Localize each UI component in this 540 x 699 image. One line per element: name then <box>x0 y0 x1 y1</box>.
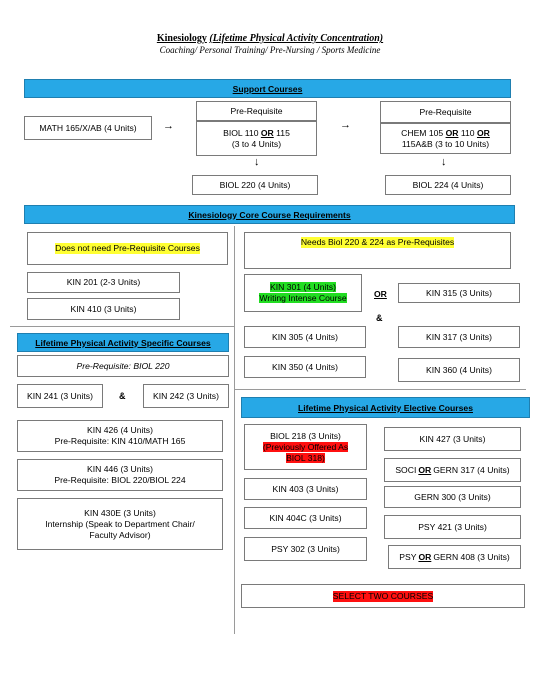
specific-courses-heading: Lifetime Physical Activity Specific Courses <box>17 333 229 352</box>
title-main: Kinesiology <box>156 33 207 44</box>
arrow-right-icon: → <box>163 120 174 132</box>
psy-421-box: PSY 421 (3 Units) <box>384 515 521 539</box>
gern-300-box: GERN 300 (3 Units) <box>384 486 521 508</box>
biol-220-box: BIOL 220 (4 Units) <box>192 175 318 195</box>
needs-prereq-box: Needs Biol 220 & 224 as Pre-Requisites <box>244 232 511 269</box>
psy-gern-408-box: PSY OR GERN 408 (3 Units) <box>388 545 521 569</box>
biol-218-box: BIOL 218 (3 Units) (Previously Offered As BIOL 318) <box>244 424 367 470</box>
specific-prereq-box: Pre-Requisite: BIOL 220 <box>17 355 229 377</box>
divider-left-horizontal <box>10 326 234 327</box>
kin-430e-box: KIN 430E (3 Units) Internship (Speak to Department Chair/ Faculty Advisor) <box>17 498 223 550</box>
title-concentration: (Lifetime Physical Activity Concentration) <box>209 33 384 44</box>
kin-241-box: KIN 241 (3 Units) <box>17 384 103 408</box>
kin-315-box: KIN 315 (3 Units) <box>398 283 520 303</box>
kin-446-box: KIN 446 (3 Units) Pre-Requisite: BIOL 220/BIOL 224 <box>17 459 223 491</box>
kin-242-box: KIN 242 (3 Units) <box>143 384 229 408</box>
kin-410-box: KIN 410 (3 Units) <box>27 298 180 320</box>
kin-301-box: KIN 301 (4 Units) Writing Intense Course <box>244 274 362 312</box>
kin-403-box: KIN 403 (3 Units) <box>244 478 367 500</box>
arrow-down-icon: ↓ <box>254 156 260 168</box>
divider-right-horizontal <box>234 389 526 390</box>
biol-110-115-box: BIOL 110 OR 115 (3 to 4 Units) <box>196 121 317 156</box>
biol-224-box: BIOL 224 (4 Units) <box>385 175 511 195</box>
or-label: OR <box>374 289 387 299</box>
page-title <box>0 33 540 44</box>
prereq-label-chem: Pre-Requisite <box>380 101 511 123</box>
psy-302-box: PSY 302 (3 Units) <box>244 537 367 561</box>
arrow-right-icon: → <box>340 119 351 131</box>
core-requirements-heading: Kinesiology Core Course Requirements <box>24 205 515 224</box>
soci-gern-317-box: SOCI OR GERN 317 (4 Units) <box>384 458 521 482</box>
chem-105-110-box: CHEM 105 OR 110 OR 115A&B (3 to 10 Units) <box>380 123 511 154</box>
select-two-courses-box: SELECT TWO COURSES <box>241 584 525 608</box>
math-165-box: MATH 165/X/AB (4 Units) <box>24 116 152 140</box>
arrow-down-icon: ↓ <box>441 156 447 168</box>
prereq-label-biol: Pre-Requisite <box>196 101 317 121</box>
kin-201-box: KIN 201 (2-3 Units) <box>27 272 180 293</box>
elective-courses-heading: Lifetime Physical Activity Elective Courses <box>241 397 530 418</box>
kin-305-box: KIN 305 (4 Units) <box>244 326 366 348</box>
page-subtitle: Coaching/ Personal Training/ Pre-Nursing / Sports Medicine <box>159 45 381 55</box>
kin-360-box: KIN 360 (4 Units) <box>398 358 520 382</box>
no-prereq-box: Does not need Pre-Requisite Courses <box>27 232 228 265</box>
kin-427-box: KIN 427 (3 Units) <box>384 427 521 451</box>
and-label: & <box>376 313 383 323</box>
kin-404c-box: KIN 404C (3 Units) <box>244 507 367 529</box>
support-courses-heading: Support Courses <box>24 79 511 98</box>
kin-426-box: KIN 426 (4 Units) Pre-Requisite: KIN 410/MATH 165 <box>17 420 223 452</box>
kin-317-box: KIN 317 (3 Units) <box>398 326 520 348</box>
divider-vertical <box>234 226 235 634</box>
kin-350-box: KIN 350 (4 Units) <box>244 356 366 378</box>
and-label: & <box>119 391 126 401</box>
